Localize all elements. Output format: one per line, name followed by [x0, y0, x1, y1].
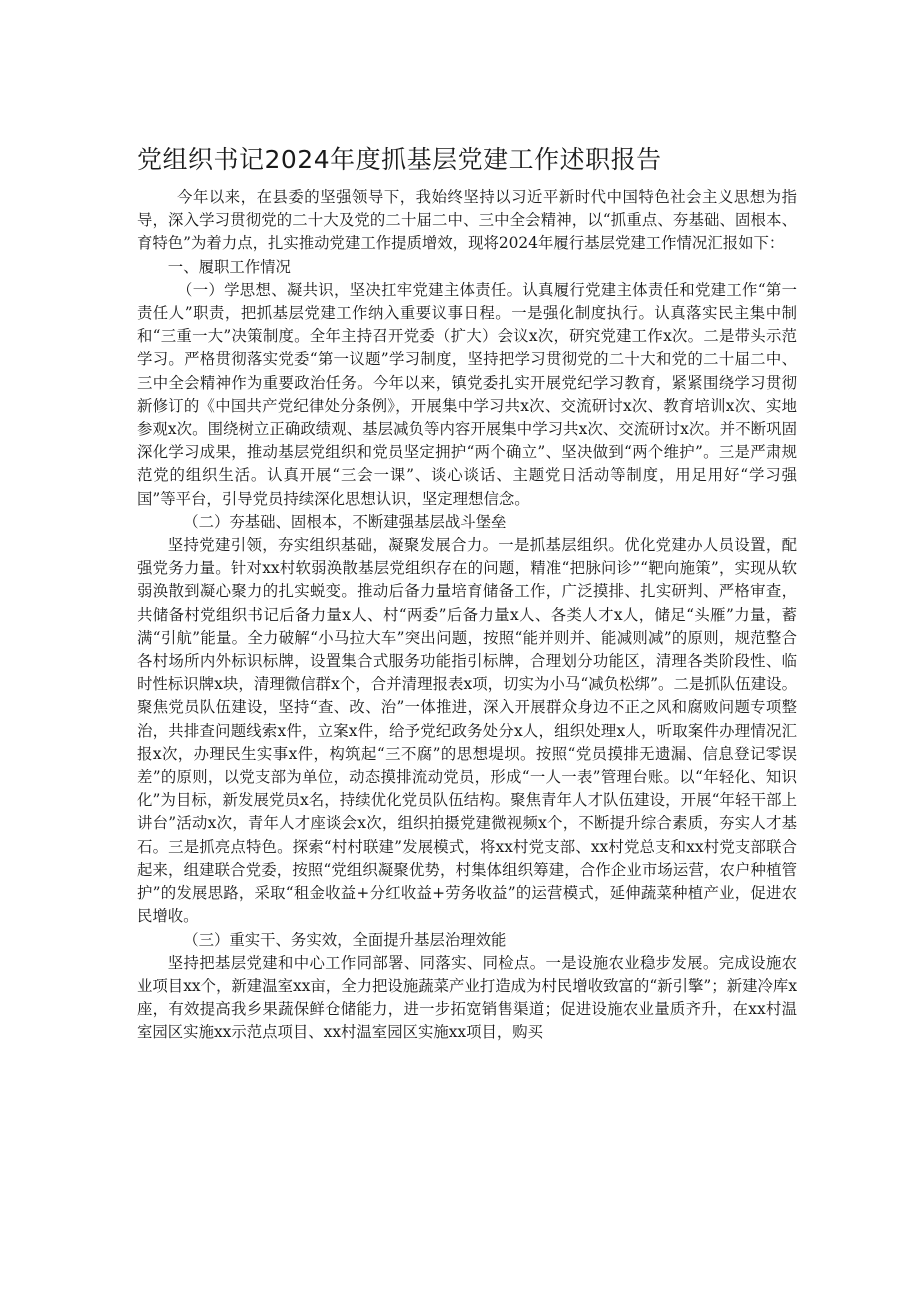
subsection-1-paragraph: （一）学思想、凝共识，坚决扛牢党建主体责任。认真履行党建主体责任和党建工作“第一责任人”职责，把抓基层党建工作纳入重要议事日程。一是强化制度执行。认真落实民主集中制和“三重一大”决策制度。全年主持召开党委（扩大）会议x次，研究党建工作x次。二是带头示范学习。严格贯彻落实党委“第一议题”学习制度，坚持把学习贯彻党的二十大和党的二十届二中、三中全会精神作为重要政治任务。今年以来，镇党委扎实开展党纪学习教育，紧紧围绕学习贯彻新修订的《中国共产党纪律处分条例》，开展集中学习共x次、交流研讨x次、教育培训x次、实地参观x次。围绕树立正确政绩观、基层减负等内容开展集中学习共x次、交流研讨x次。并不断巩固深化学习成果，推动基层党组织和党员坚定拥护“两个确立”、坚决做到“两个维护”。三是严肃规范党的组织生活。认真开展“三会一课”、谈心谈话、主题党日活动等制度，用足用好“学习强国”等平台，引导党员持续深化思想认识，坚定理想信念。: [137, 280, 797, 508]
subsection-3-heading: （三）重实干、务实效，全面提升基层治理效能: [183, 930, 507, 949]
subsection-3-paragraph: 坚持把基层党建和中心工作同部署、同落实、同检点。一是设施农业稳步发展。完成设施农业项目xx个，新建温室xx亩，全力把设施蔬菜产业打造成为村民增收致富的“新引擎”；新建冷库x座，有效提高我乡果蔬保鲜仓储能力，进一步拓宽销售渠道；促进设施农业量质齐升，在xx村温室园区实施xx示范点项目、xx村温室园区实施xx项目，购买: [137, 953, 797, 1042]
intro-paragraph: 今年以来，在县委的坚强领导下，我始终坚持以习近平新时代中国特色社会主义思想为指导，深入学习贯彻党的二十大及党的二十届二中、三中全会精神，以“抓重点、夯基础、固根本、育特色”为着力点，扎实推动党建工作提质增效，现将2024年履行基层党建工作情况汇报如下：: [137, 188, 797, 253]
subsection-2-paragraph: 坚持党建引领，夯实组织基础，凝聚发展合力。一是抓基层组织。优化党建办人员设置，配强党务力量。针对xx村软弱涣散基层党组织存在的问题，精准“把脉问诊”“靶向施策”，实现从软弱涣散到凝心聚力的扎实蜕变。推动后备力量培育储备工作，广泛摸排、扎实研判、严格审查，共储备村党组织书记后备力量x人、村“两委”后备力量x人、各类人才x人，储足“头雁”力量，蓄满“引航”能量。全力破解“小马拉大车”突出问题，按照“能并则并、能减则减”的原则，规范整合各村场所内外标识标牌，设置集合式服务功能指引标牌，合理划分功能区，清理各类阶段性、临时性标识牌x块，清理微信群x个，合并清理报表x项，切实为小马“减负松绑”。二是抓队伍建设。聚焦党员队伍建设，坚持“查、改、治”一体推进，深入开展群众身边不正之风和腐败问题专项整治，共排查问题线索x件，立案x件，给予党纪政务处分x人，组织处理x人，听取案件办理情况汇报x次，办理民生实事x件，构筑起“三不腐”的思想堤坝。按照“党员摸排无遗漏、信息登记零误差”的原则，以党支部为单位，动态摸排流动党员，形成“一人一表”管理台账。以“年轻化、知识化”为目标，新发展党员x名，持续优化党员队伍结构。聚焦青年人才队伍建设，开展“年轻干部上讲台”活动x次，青年人才座谈会x次，组织拍摄党建微视频x个，不断提升综合素质，夯实人才基石。三是抓亮点特色。探索“村村联建”发展模式，将xx村党支部、xx村党总支和xx村党支部联合起来，组建联合党委，按照“党组织凝聚优势，村集体组织筹建，合作企业市场运营，农户种植管护”的发展思路，采取“租金收益+分红收益+劳务收益”的运营模式，延伸蔬菜种植产业，促进农民增收。: [137, 536, 797, 926]
document-page: [137, 140, 797, 1045]
section-heading: 一、履职工作情况: [167, 257, 291, 276]
subsection-2-heading: （二）夯基础、固根本，不断建强基层战斗堡垒: [183, 512, 507, 531]
document-title: 党组织书记2024年度抓基层党建工作述职报告: [137, 145, 662, 174]
